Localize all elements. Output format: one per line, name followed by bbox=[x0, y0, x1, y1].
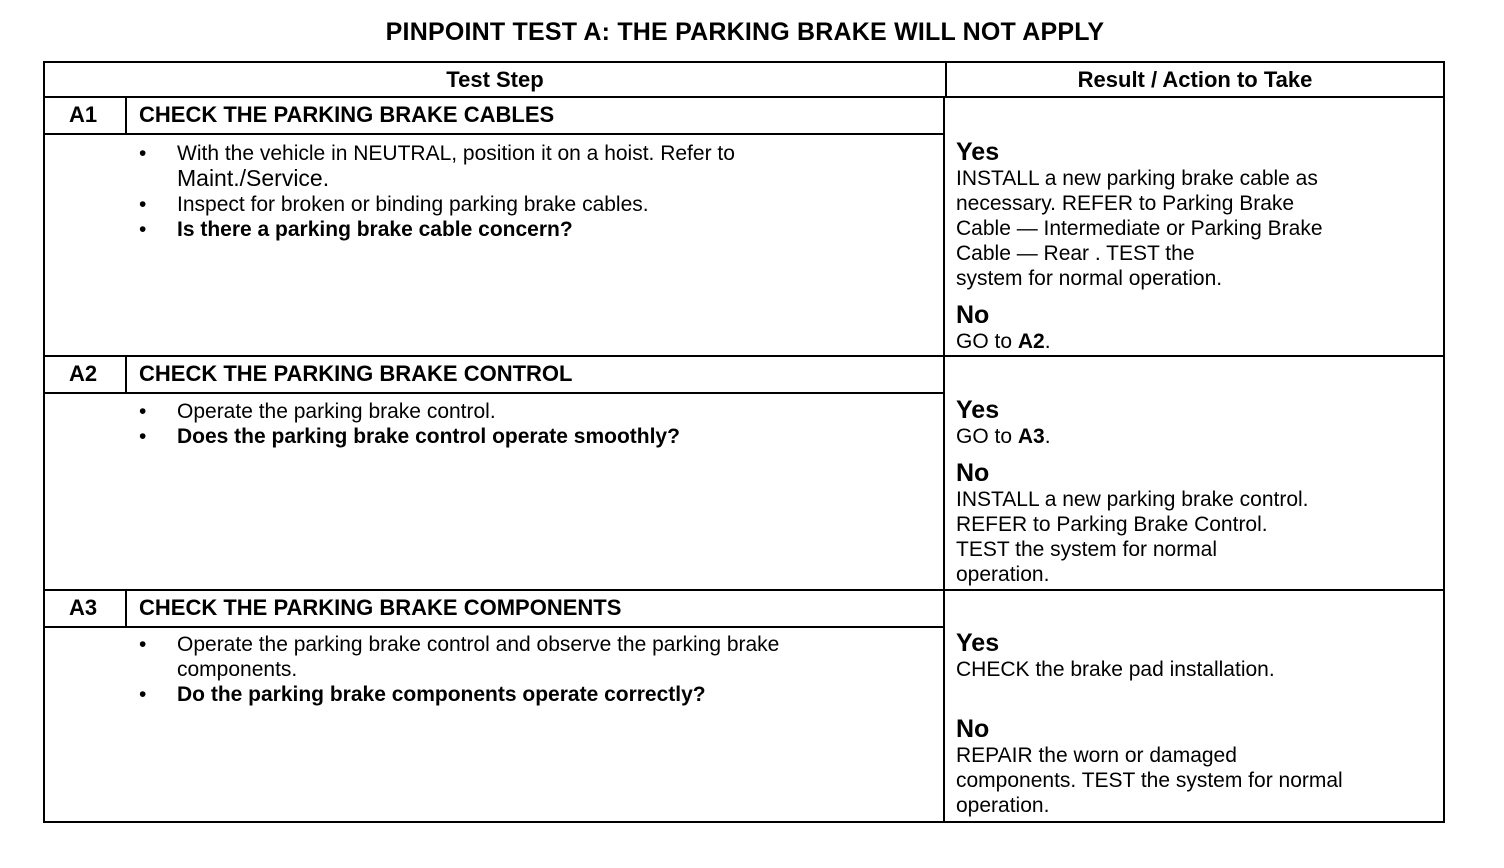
list-item bbox=[139, 632, 929, 682]
step-a1-result bbox=[956, 138, 1436, 354]
instruction-text: Inspect for broken or binding parking brake cables. bbox=[177, 193, 649, 216]
yes-label: Yes bbox=[956, 396, 1000, 424]
no-label: No bbox=[956, 301, 990, 329]
yes-action-line: system for normal operation. bbox=[956, 267, 1223, 290]
step-title-a3: CHECK THE PARKING BRAKE COMPONENTS bbox=[127, 591, 945, 628]
no-label: No bbox=[956, 715, 990, 743]
no-action-line: REPAIR the worn or damaged bbox=[956, 744, 1237, 767]
list-item bbox=[139, 682, 929, 707]
yes-label: Yes bbox=[956, 629, 1000, 657]
bullet-icon: • bbox=[139, 425, 147, 448]
no-action-line: REFER to Parking Brake Control. bbox=[956, 513, 1268, 536]
page-title: PINPOINT TEST A: THE PARKING BRAKE WILL NOT APPLY bbox=[385, 18, 1105, 46]
no-action-text: GO to bbox=[956, 330, 1018, 353]
list-item bbox=[139, 217, 929, 242]
no-action-line: components. TEST the system for normal bbox=[956, 769, 1343, 792]
yes-label: Yes bbox=[956, 138, 1000, 166]
no-action-end: . bbox=[1044, 330, 1051, 353]
step-title-a2: CHECK THE PARKING BRAKE CONTROL bbox=[127, 357, 945, 394]
yes-action-line: Cable — Rear . TEST the bbox=[956, 242, 1195, 265]
question-text: Do the parking brake components operate correctly? bbox=[177, 683, 706, 706]
bullet-icon: • bbox=[139, 400, 147, 423]
no-action bbox=[956, 329, 1436, 354]
instruction-text-cont: components. bbox=[177, 658, 298, 681]
step-title-a1: CHECK THE PARKING BRAKE CABLES bbox=[127, 98, 945, 135]
yes-action-line: Cable — Intermediate or Parking Brake bbox=[956, 217, 1323, 240]
yes-action-line: INSTALL a new parking brake cable as bbox=[956, 167, 1318, 190]
yes-action-end: . bbox=[1044, 425, 1051, 448]
list-item bbox=[139, 424, 929, 449]
instruction-text: Operate the parking brake control and observe the parking brake bbox=[177, 633, 780, 656]
instruction-text: With the vehicle in NEUTRAL, position it on a hoist. Refer to bbox=[177, 142, 735, 165]
question-text: Is there a parking brake cable concern? bbox=[177, 218, 573, 241]
no-action-line: TEST the system for normal bbox=[956, 538, 1218, 561]
yes-action bbox=[956, 424, 1436, 449]
step-link-a2[interactable]: A2 bbox=[1017, 330, 1045, 353]
list-item bbox=[139, 141, 929, 192]
list-item bbox=[139, 192, 929, 217]
step-a3-result bbox=[956, 629, 1436, 818]
bullet-icon: • bbox=[139, 633, 147, 656]
yes-action-text: GO to bbox=[956, 425, 1018, 448]
header-result-action: Result / Action to Take bbox=[945, 63, 1443, 98]
step-a1-instructions bbox=[139, 141, 929, 242]
bullet-icon: • bbox=[139, 142, 147, 165]
step-id-a1: A1 bbox=[45, 98, 127, 135]
yes-action-line: necessary. REFER to Parking Brake bbox=[956, 192, 1295, 215]
step-id-a2: A2 bbox=[45, 357, 127, 394]
step-id-a3: A3 bbox=[45, 591, 127, 628]
no-action-line: INSTALL a new parking brake control. bbox=[956, 488, 1309, 511]
bullet-icon: • bbox=[139, 193, 147, 216]
instruction-text-cont: Maint./Service. bbox=[177, 165, 330, 191]
bullet-icon: • bbox=[139, 218, 147, 241]
header-test-step: Test Step bbox=[45, 63, 945, 98]
no-action-line: operation. bbox=[956, 563, 1050, 586]
pinpoint-test-table bbox=[43, 61, 1445, 823]
instruction-text: Operate the parking brake control. bbox=[177, 400, 496, 423]
bullet-icon: • bbox=[139, 683, 147, 706]
no-action-line: operation. bbox=[956, 794, 1050, 817]
step-a3-instructions bbox=[139, 632, 929, 707]
no-label: No bbox=[956, 459, 990, 487]
list-item bbox=[139, 399, 929, 424]
step-link-a3[interactable]: A3 bbox=[1017, 425, 1045, 448]
step-a2-instructions bbox=[139, 399, 929, 449]
question-text: Does the parking brake control operate smoothly? bbox=[177, 425, 680, 448]
step-a2-result bbox=[956, 396, 1436, 587]
yes-action-line: CHECK the brake pad installation. bbox=[956, 658, 1275, 681]
column-divider bbox=[943, 98, 945, 821]
